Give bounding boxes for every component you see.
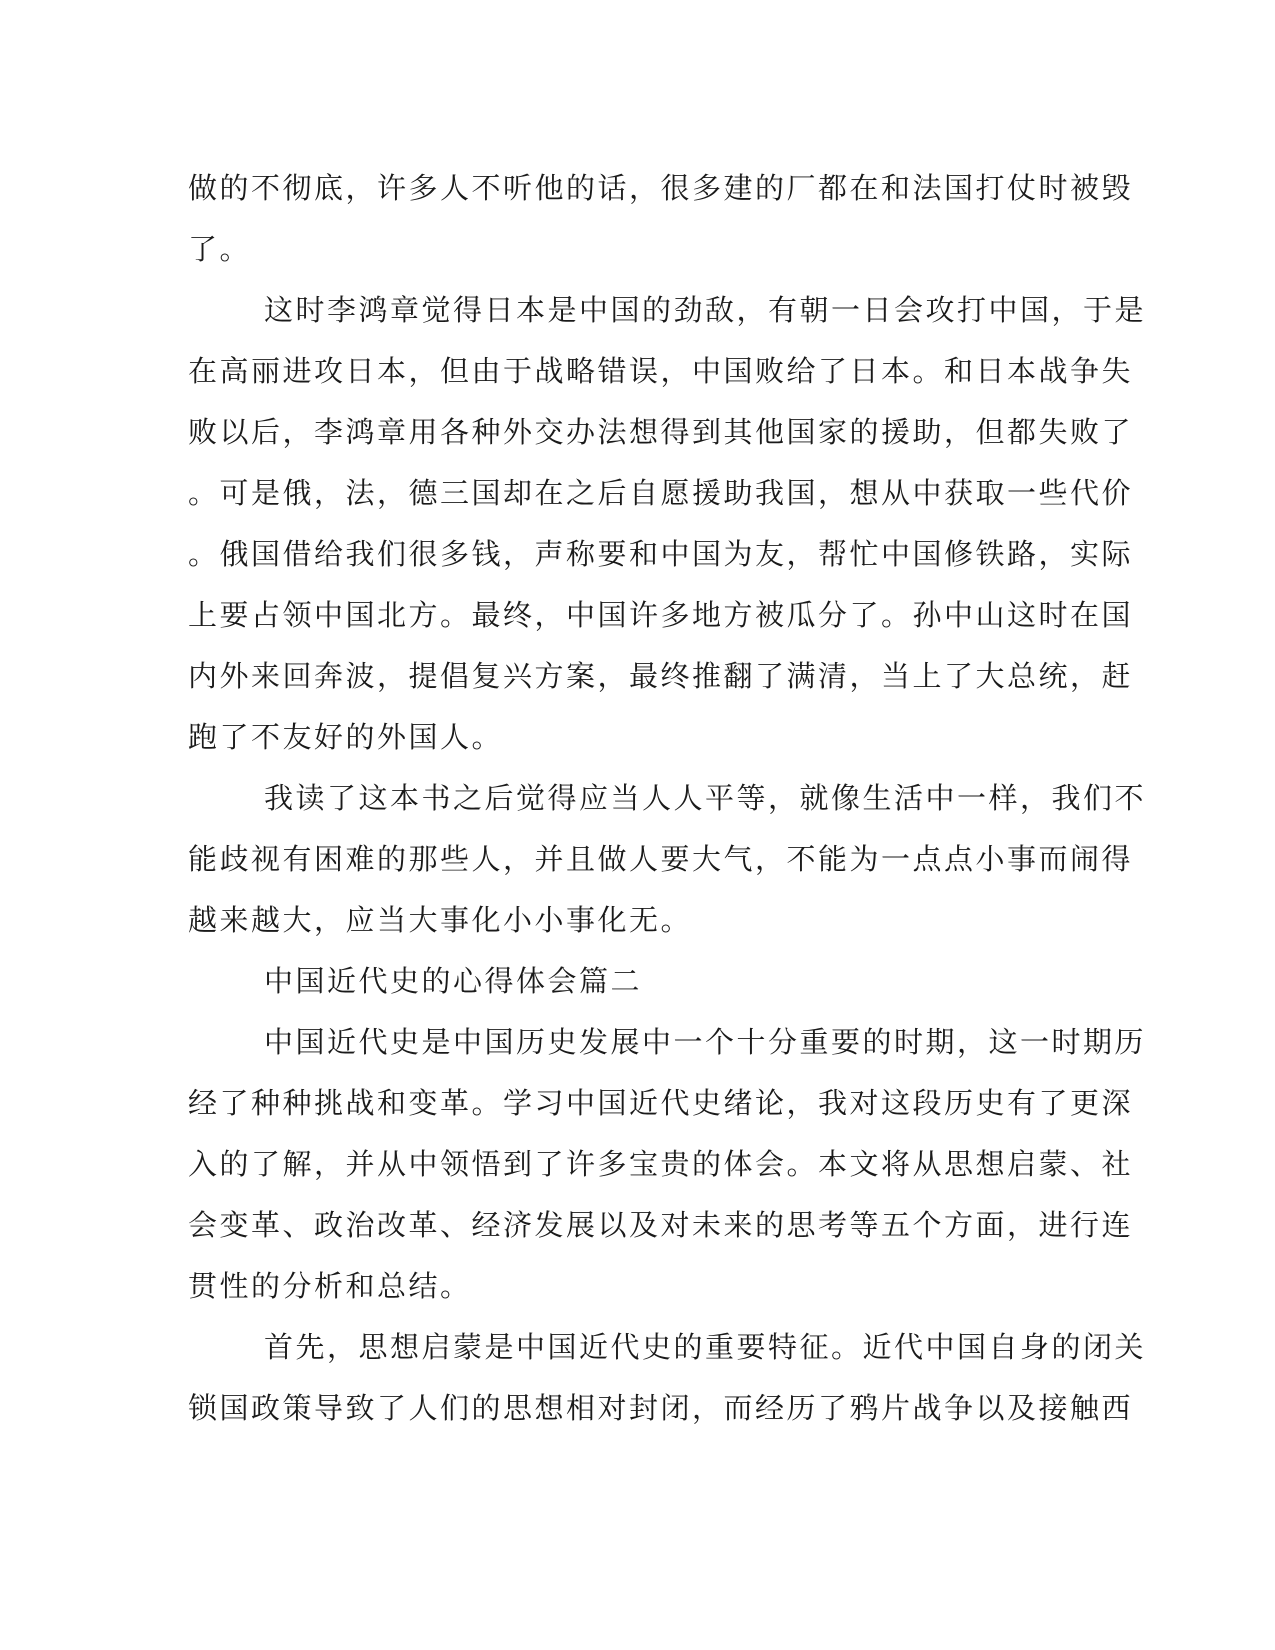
paragraph-start-line: 我读了这本书之后觉得应当人人平等，就像生活中一样，我们不 — [264, 781, 1147, 815]
text-line: 跑了不友好的外国人。 — [188, 720, 504, 754]
text-line: 了。 — [188, 232, 252, 266]
section-heading: 中国近代史的心得体会篇二 — [264, 964, 643, 998]
text-line: 。俄国借给我们很多钱，声称要和中国为友，帮忙中国修铁路，实际 — [188, 537, 1134, 571]
text-line: 越来越大，应当大事化小小事化无。 — [188, 903, 693, 937]
text-line: 在高丽进攻日本，但由于战略错误，中国败给了日本。和日本战争失 — [188, 354, 1134, 388]
text-line: 能歧视有困难的那些人，并且做人要大气，不能为一点点小事而闹得 — [188, 842, 1134, 876]
paragraph-start-line: 这时李鸿章觉得日本是中国的劲敌，有朝一日会攻打中国，于是 — [264, 293, 1147, 327]
text-line: 贯性的分析和总结。 — [188, 1269, 472, 1303]
text-line: 败以后，李鸿章用各种外交办法想得到其他国家的援助，但都失败了 — [188, 415, 1134, 449]
paragraph-start-line: 首先，思想启蒙是中国近代史的重要特征。近代中国自身的闭关 — [264, 1330, 1147, 1364]
document-body — [188, 158, 1147, 1439]
text-line: 内外来回奔波，提倡复兴方案，最终推翻了满清，当上了大总统，赶 — [188, 659, 1134, 693]
text-line: 入的了解，并从中领悟到了许多宝贵的体会。本文将从思想启蒙、社 — [188, 1147, 1134, 1181]
text-line: 锁国政策导致了人们的思想相对封闭，而经历了鸦片战争以及接触西 — [188, 1391, 1134, 1425]
text-line: 会变革、政治改革、经济发展以及对未来的思考等五个方面，进行连 — [188, 1208, 1134, 1242]
text-line: 经了种种挑战和变革。学习中国近代史绪论，我对这段历史有了更深 — [188, 1086, 1134, 1120]
text-line: 。可是俄，法，德三国却在之后自愿援助我国，想从中获取一些代价 — [188, 476, 1134, 510]
paragraph-start-line: 中国近代史是中国历史发展中一个十分重要的时期，这一时期历 — [264, 1025, 1147, 1059]
text-line: 上要占领中国北方。最终，中国许多地方被瓜分了。孙中山这时在国 — [188, 598, 1134, 632]
text-line: 做的不彻底，许多人不听他的话，很多建的厂都在和法国打仗时被毁 — [188, 171, 1134, 205]
